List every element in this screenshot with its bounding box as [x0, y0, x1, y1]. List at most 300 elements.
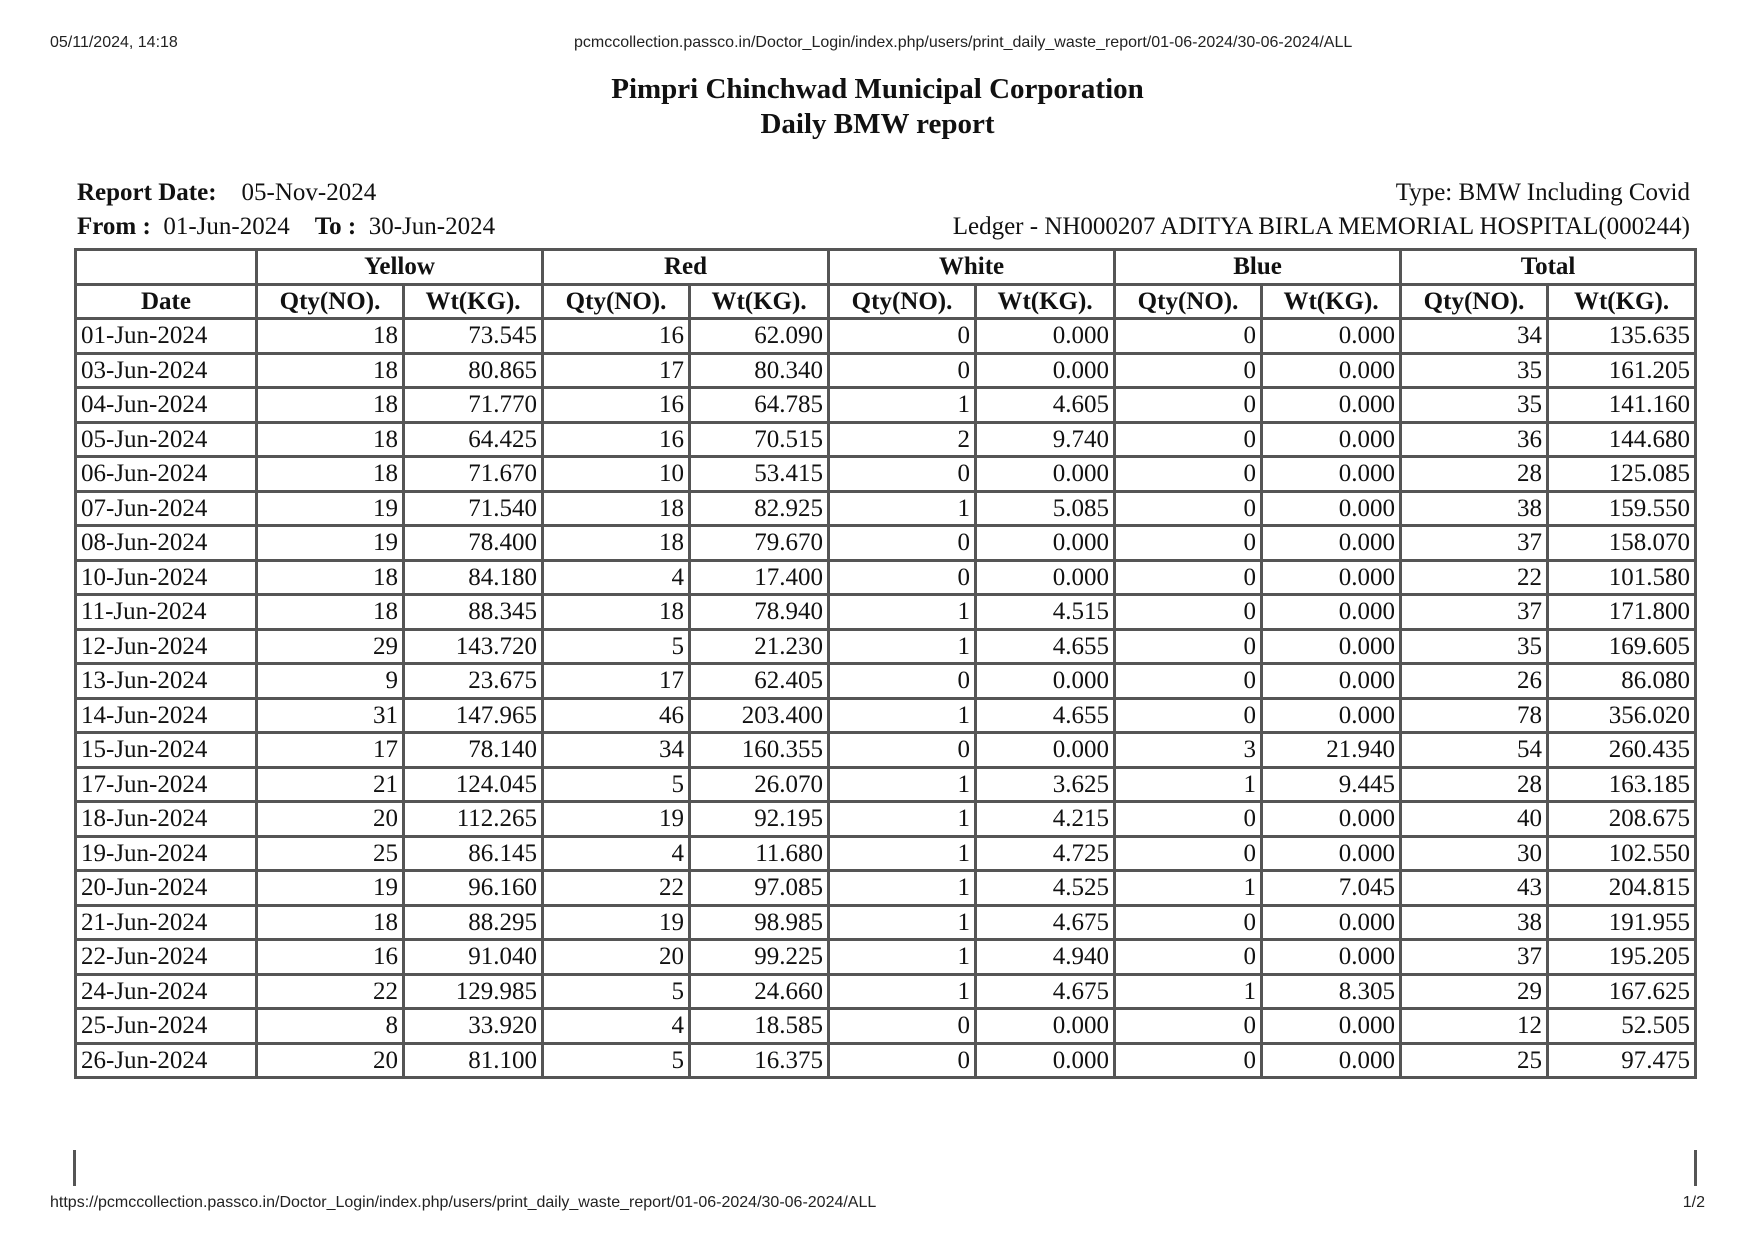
- total-wt-cell: 52.505: [1548, 1009, 1696, 1044]
- total-wt-cell: 167.625: [1548, 974, 1696, 1009]
- blue-qty-cell: 1: [1115, 767, 1262, 802]
- column-header-row: [76, 284, 1696, 319]
- yellow-qty-cell: 21: [257, 767, 404, 802]
- yellow-wt-cell: 23.675: [404, 664, 543, 699]
- total-qty-header: Qty(NO).: [1401, 284, 1548, 319]
- red-qty-cell: 19: [543, 802, 690, 837]
- white-qty-cell: 0: [829, 733, 976, 768]
- red-qty-cell: 4: [543, 560, 690, 595]
- total-wt-cell: 208.675: [1548, 802, 1696, 837]
- print-footer: [0, 1188, 1755, 1218]
- table-row: [76, 560, 1696, 595]
- table-row: [76, 457, 1696, 492]
- yellow-wt-cell: 88.345: [404, 595, 543, 630]
- yellow-wt-cell: 33.920: [404, 1009, 543, 1044]
- yellow-qty-cell: 16: [257, 940, 404, 975]
- red-qty-cell: 10: [543, 457, 690, 492]
- white-qty-cell: 1: [829, 871, 976, 906]
- group-header-blue: Blue: [1115, 250, 1401, 285]
- yellow-wt-cell: 124.045: [404, 767, 543, 802]
- total-wt-cell: 101.580: [1548, 560, 1696, 595]
- total-wt-cell: 169.605: [1548, 629, 1696, 664]
- red-qty-cell: 17: [543, 353, 690, 388]
- yellow-qty-cell: 9: [257, 664, 404, 699]
- white-qty-cell: 1: [829, 940, 976, 975]
- red-qty-cell: 5: [543, 629, 690, 664]
- print-timestamp: 05/11/2024, 14:18: [50, 34, 178, 51]
- white-wt-cell: 4.675: [976, 905, 1115, 940]
- red-wt-cell: 78.940: [690, 595, 829, 630]
- blue-wt-cell: 0.000: [1262, 491, 1401, 526]
- total-wt-cell: 163.185: [1548, 767, 1696, 802]
- date-cell: 22-Jun-2024: [76, 940, 257, 975]
- table-row: [76, 905, 1696, 940]
- ledger-info: Ledger - NH000207 ADITYA BIRLA MEMORIAL HOSPITAL(000244): [952, 213, 1690, 240]
- table-row: [76, 940, 1696, 975]
- yellow-wt-cell: 129.985: [404, 974, 543, 1009]
- white-qty-cell: 0: [829, 1009, 976, 1044]
- white-wt-cell: 4.215: [976, 802, 1115, 837]
- yellow-qty-cell: 18: [257, 319, 404, 354]
- total-wt-cell: 102.550: [1548, 836, 1696, 871]
- red-wt-cell: 99.225: [690, 940, 829, 975]
- blue-qty-header: Qty(NO).: [1115, 284, 1262, 319]
- white-wt-header: Wt(KG).: [976, 284, 1115, 319]
- white-wt-cell: 0.000: [976, 1043, 1115, 1078]
- blue-qty-cell: 0: [1115, 595, 1262, 630]
- white-wt-cell: 3.625: [976, 767, 1115, 802]
- total-qty-cell: 26: [1401, 664, 1548, 699]
- total-qty-cell: 28: [1401, 767, 1548, 802]
- white-wt-cell: 0.000: [976, 664, 1115, 699]
- blue-qty-cell: 0: [1115, 491, 1262, 526]
- yellow-qty-cell: 29: [257, 629, 404, 664]
- total-wt-cell: 135.635: [1548, 319, 1696, 354]
- red-qty-cell: 16: [543, 422, 690, 457]
- yellow-wt-cell: 71.670: [404, 457, 543, 492]
- white-qty-cell: 1: [829, 836, 976, 871]
- blue-wt-cell: 0.000: [1262, 457, 1401, 492]
- report-type: Type: BMW Including Covid: [1395, 179, 1690, 206]
- to-label: To :: [314, 213, 357, 240]
- red-wt-cell: 18.585: [690, 1009, 829, 1044]
- blue-wt-cell: 0.000: [1262, 802, 1401, 837]
- from-date: 01-Jun-2024: [163, 213, 290, 240]
- total-qty-cell: 35: [1401, 629, 1548, 664]
- total-wt-cell: 125.085: [1548, 457, 1696, 492]
- date-cell: 05-Jun-2024: [76, 422, 257, 457]
- red-wt-cell: 203.400: [690, 698, 829, 733]
- total-wt-cell: 86.080: [1548, 664, 1696, 699]
- red-wt-cell: 82.925: [690, 491, 829, 526]
- total-qty-cell: 43: [1401, 871, 1548, 906]
- yellow-wt-cell: 86.145: [404, 836, 543, 871]
- table-continuation: [73, 1150, 1697, 1186]
- total-qty-cell: 30: [1401, 836, 1548, 871]
- report-title-block: [0, 72, 1755, 142]
- total-wt-header: Wt(KG).: [1548, 284, 1696, 319]
- date-cell: 14-Jun-2024: [76, 698, 257, 733]
- white-wt-cell: 0.000: [976, 353, 1115, 388]
- yellow-qty-header: Qty(NO).: [257, 284, 404, 319]
- white-wt-cell: 9.740: [976, 422, 1115, 457]
- white-qty-cell: 0: [829, 353, 976, 388]
- print-footer-url: https://pcmccollection.passco.in/Doctor_Login/index.php/users/print_daily_waste_report/01-06-2024/30-06-2024/ALL: [50, 1194, 877, 1211]
- red-wt-cell: 160.355: [690, 733, 829, 768]
- total-wt-cell: 97.475: [1548, 1043, 1696, 1078]
- blue-wt-cell: 0.000: [1262, 836, 1401, 871]
- white-qty-cell: 1: [829, 698, 976, 733]
- yellow-qty-cell: 31: [257, 698, 404, 733]
- red-qty-cell: 5: [543, 1043, 690, 1078]
- yellow-wt-cell: 91.040: [404, 940, 543, 975]
- red-qty-cell: 22: [543, 871, 690, 906]
- blue-qty-cell: 1: [1115, 974, 1262, 1009]
- white-wt-cell: 4.515: [976, 595, 1115, 630]
- blue-wt-cell: 0.000: [1262, 388, 1401, 423]
- table-row: [76, 733, 1696, 768]
- date-cell: 11-Jun-2024: [76, 595, 257, 630]
- table-row: [76, 353, 1696, 388]
- red-wt-cell: 98.985: [690, 905, 829, 940]
- total-wt-cell: 141.160: [1548, 388, 1696, 423]
- blue-qty-cell: 0: [1115, 353, 1262, 388]
- yellow-wt-cell: 84.180: [404, 560, 543, 595]
- white-qty-cell: 1: [829, 905, 976, 940]
- blue-qty-cell: 0: [1115, 802, 1262, 837]
- blue-qty-cell: 0: [1115, 457, 1262, 492]
- blue-qty-cell: 3: [1115, 733, 1262, 768]
- date-header: Date: [76, 284, 257, 319]
- table-row: [76, 526, 1696, 561]
- red-wt-header: Wt(KG).: [690, 284, 829, 319]
- table-row: [76, 319, 1696, 354]
- red-wt-cell: 17.400: [690, 560, 829, 595]
- white-qty-header: Qty(NO).: [829, 284, 976, 319]
- table-row: [76, 767, 1696, 802]
- date-cell: 15-Jun-2024: [76, 733, 257, 768]
- date-cell: 03-Jun-2024: [76, 353, 257, 388]
- print-header-url: pcmccollection.passco.in/Doctor_Login/index.php/users/print_daily_waste_report/01-06-2024/30-06-2024/ALL: [574, 34, 1353, 51]
- red-wt-cell: 26.070: [690, 767, 829, 802]
- white-wt-cell: 0.000: [976, 560, 1115, 595]
- white-wt-cell: 4.605: [976, 388, 1115, 423]
- total-wt-cell: 161.205: [1548, 353, 1696, 388]
- report-body: [76, 319, 1696, 1078]
- yellow-qty-cell: 18: [257, 905, 404, 940]
- yellow-qty-cell: 22: [257, 974, 404, 1009]
- total-wt-cell: 191.955: [1548, 905, 1696, 940]
- white-qty-cell: 1: [829, 802, 976, 837]
- date-cell: 06-Jun-2024: [76, 457, 257, 492]
- blue-qty-cell: 0: [1115, 388, 1262, 423]
- red-wt-cell: 97.085: [690, 871, 829, 906]
- date-cell: 26-Jun-2024: [76, 1043, 257, 1078]
- white-wt-cell: 0.000: [976, 319, 1115, 354]
- blue-wt-cell: 0.000: [1262, 560, 1401, 595]
- report-title: Daily BMW report: [760, 108, 995, 140]
- date-cell: 10-Jun-2024: [76, 560, 257, 595]
- organization-title: Pimpri Chinchwad Municipal Corporation: [611, 73, 1144, 105]
- date-cell: 08-Jun-2024: [76, 526, 257, 561]
- total-wt-cell: 159.550: [1548, 491, 1696, 526]
- page-number: 1/2: [1682, 1194, 1705, 1211]
- date-cell: 25-Jun-2024: [76, 1009, 257, 1044]
- red-qty-cell: 5: [543, 974, 690, 1009]
- white-wt-cell: 0.000: [976, 526, 1115, 561]
- yellow-qty-cell: 19: [257, 871, 404, 906]
- blue-wt-cell: 0.000: [1262, 940, 1401, 975]
- red-qty-header: Qty(NO).: [543, 284, 690, 319]
- red-wt-cell: 53.415: [690, 457, 829, 492]
- blue-wt-cell: 0.000: [1262, 595, 1401, 630]
- total-qty-cell: 37: [1401, 940, 1548, 975]
- white-wt-cell: 4.940: [976, 940, 1115, 975]
- total-qty-cell: 40: [1401, 802, 1548, 837]
- report-date-label: Report Date:: [77, 179, 217, 206]
- red-wt-cell: 21.230: [690, 629, 829, 664]
- red-qty-cell: 18: [543, 595, 690, 630]
- table-row: [76, 491, 1696, 526]
- white-wt-cell: 0.000: [976, 1009, 1115, 1044]
- blue-wt-cell: 0.000: [1262, 353, 1401, 388]
- yellow-wt-cell: 71.770: [404, 388, 543, 423]
- blue-wt-cell: 7.045: [1262, 871, 1401, 906]
- total-wt-cell: 171.800: [1548, 595, 1696, 630]
- blue-wt-cell: 9.445: [1262, 767, 1401, 802]
- total-qty-cell: 78: [1401, 698, 1548, 733]
- table-row: [76, 629, 1696, 664]
- white-qty-cell: 1: [829, 974, 976, 1009]
- red-wt-cell: 16.375: [690, 1043, 829, 1078]
- date-cell: 13-Jun-2024: [76, 664, 257, 699]
- white-qty-cell: 1: [829, 388, 976, 423]
- waste-report-table: [74, 248, 1697, 1079]
- blue-wt-cell: 0.000: [1262, 1009, 1401, 1044]
- red-wt-cell: 80.340: [690, 353, 829, 388]
- table-row: [76, 974, 1696, 1009]
- total-qty-cell: 35: [1401, 353, 1548, 388]
- blue-wt-cell: 0.000: [1262, 905, 1401, 940]
- yellow-qty-cell: 20: [257, 802, 404, 837]
- white-qty-cell: 0: [829, 1043, 976, 1078]
- total-qty-cell: 22: [1401, 560, 1548, 595]
- red-wt-cell: 70.515: [690, 422, 829, 457]
- table-row: [76, 595, 1696, 630]
- blue-qty-cell: 0: [1115, 319, 1262, 354]
- yellow-wt-cell: 96.160: [404, 871, 543, 906]
- red-qty-cell: 5: [543, 767, 690, 802]
- red-qty-cell: 17: [543, 664, 690, 699]
- from-label: From :: [77, 213, 151, 240]
- yellow-wt-cell: 81.100: [404, 1043, 543, 1078]
- yellow-qty-cell: 19: [257, 526, 404, 561]
- white-qty-cell: 0: [829, 457, 976, 492]
- table-row: [76, 664, 1696, 699]
- table-row: [76, 802, 1696, 837]
- red-qty-cell: 4: [543, 1009, 690, 1044]
- blue-qty-cell: 0: [1115, 664, 1262, 699]
- blue-qty-cell: 1: [1115, 871, 1262, 906]
- table-row: [76, 422, 1696, 457]
- total-qty-cell: 36: [1401, 422, 1548, 457]
- white-qty-cell: 1: [829, 629, 976, 664]
- white-wt-cell: 5.085: [976, 491, 1115, 526]
- yellow-wt-cell: 80.865: [404, 353, 543, 388]
- yellow-wt-cell: 88.295: [404, 905, 543, 940]
- white-wt-cell: 4.655: [976, 629, 1115, 664]
- yellow-qty-cell: 18: [257, 595, 404, 630]
- red-qty-cell: 19: [543, 905, 690, 940]
- red-wt-cell: 92.195: [690, 802, 829, 837]
- blue-wt-cell: 21.940: [1262, 733, 1401, 768]
- group-header-white: White: [829, 250, 1115, 285]
- table-row: [76, 1043, 1696, 1078]
- yellow-wt-cell: 73.545: [404, 319, 543, 354]
- blue-qty-cell: 0: [1115, 698, 1262, 733]
- yellow-wt-cell: 147.965: [404, 698, 543, 733]
- total-wt-cell: 260.435: [1548, 733, 1696, 768]
- table-row: [76, 871, 1696, 906]
- total-qty-cell: 12: [1401, 1009, 1548, 1044]
- total-wt-cell: 204.815: [1548, 871, 1696, 906]
- yellow-qty-cell: 18: [257, 422, 404, 457]
- total-wt-cell: 158.070: [1548, 526, 1696, 561]
- yellow-qty-cell: 20: [257, 1043, 404, 1078]
- date-cell: 04-Jun-2024: [76, 388, 257, 423]
- group-header-row: [76, 250, 1696, 285]
- date-cell: 18-Jun-2024: [76, 802, 257, 837]
- blue-wt-cell: 0.000: [1262, 422, 1401, 457]
- red-wt-cell: 64.785: [690, 388, 829, 423]
- white-wt-cell: 4.655: [976, 698, 1115, 733]
- blue-qty-cell: 0: [1115, 940, 1262, 975]
- date-cell: 07-Jun-2024: [76, 491, 257, 526]
- yellow-wt-cell: 143.720: [404, 629, 543, 664]
- yellow-qty-cell: 25: [257, 836, 404, 871]
- report-date-value: 05-Nov-2024: [241, 179, 377, 206]
- yellow-wt-cell: 64.425: [404, 422, 543, 457]
- yellow-wt-header: Wt(KG).: [404, 284, 543, 319]
- blue-wt-cell: 8.305: [1262, 974, 1401, 1009]
- blue-wt-cell: 0.000: [1262, 526, 1401, 561]
- red-qty-cell: 18: [543, 526, 690, 561]
- white-qty-cell: 2: [829, 422, 976, 457]
- total-qty-cell: 35: [1401, 388, 1548, 423]
- red-qty-cell: 34: [543, 733, 690, 768]
- yellow-qty-cell: 18: [257, 353, 404, 388]
- white-wt-cell: 0.000: [976, 457, 1115, 492]
- blue-wt-cell: 0.000: [1262, 319, 1401, 354]
- blue-qty-cell: 0: [1115, 1009, 1262, 1044]
- total-wt-cell: 356.020: [1548, 698, 1696, 733]
- white-qty-cell: 0: [829, 526, 976, 561]
- yellow-wt-cell: 78.400: [404, 526, 543, 561]
- date-cell: 20-Jun-2024: [76, 871, 257, 906]
- white-wt-cell: 0.000: [976, 733, 1115, 768]
- table-row: [76, 698, 1696, 733]
- white-qty-cell: 1: [829, 767, 976, 802]
- total-wt-cell: 144.680: [1548, 422, 1696, 457]
- red-qty-cell: 4: [543, 836, 690, 871]
- yellow-wt-cell: 112.265: [404, 802, 543, 837]
- blue-qty-cell: 0: [1115, 422, 1262, 457]
- red-wt-cell: 79.670: [690, 526, 829, 561]
- total-qty-cell: 54: [1401, 733, 1548, 768]
- white-wt-cell: 4.725: [976, 836, 1115, 871]
- table-row: [76, 836, 1696, 871]
- date-cell: 01-Jun-2024: [76, 319, 257, 354]
- red-wt-cell: 24.660: [690, 974, 829, 1009]
- table-row: [76, 1009, 1696, 1044]
- white-wt-cell: 4.525: [976, 871, 1115, 906]
- white-qty-cell: 0: [829, 319, 976, 354]
- blue-qty-cell: 0: [1115, 629, 1262, 664]
- white-wt-cell: 4.675: [976, 974, 1115, 1009]
- meta-row-report-date: [77, 176, 1690, 210]
- group-header-red: Red: [543, 250, 829, 285]
- total-qty-cell: 25: [1401, 1043, 1548, 1078]
- table-row: [76, 388, 1696, 423]
- date-cell: 17-Jun-2024: [76, 767, 257, 802]
- red-qty-cell: 16: [543, 388, 690, 423]
- white-qty-cell: 1: [829, 595, 976, 630]
- red-qty-cell: 46: [543, 698, 690, 733]
- blue-wt-cell: 0.000: [1262, 698, 1401, 733]
- yellow-qty-cell: 18: [257, 388, 404, 423]
- total-qty-cell: 37: [1401, 595, 1548, 630]
- yellow-qty-cell: 19: [257, 491, 404, 526]
- yellow-qty-cell: 18: [257, 560, 404, 595]
- red-qty-cell: 20: [543, 940, 690, 975]
- date-cell: 24-Jun-2024: [76, 974, 257, 1009]
- total-qty-cell: 37: [1401, 526, 1548, 561]
- white-qty-cell: 0: [829, 664, 976, 699]
- to-date: 30-Jun-2024: [368, 213, 496, 240]
- blue-wt-header: Wt(KG).: [1262, 284, 1401, 319]
- red-qty-cell: 16: [543, 319, 690, 354]
- blue-wt-cell: 0.000: [1262, 1043, 1401, 1078]
- total-qty-cell: 29: [1401, 974, 1548, 1009]
- total-wt-cell: 195.205: [1548, 940, 1696, 975]
- blue-wt-cell: 0.000: [1262, 629, 1401, 664]
- total-qty-cell: 38: [1401, 491, 1548, 526]
- blue-qty-cell: 0: [1115, 526, 1262, 561]
- red-wt-cell: 11.680: [690, 836, 829, 871]
- total-qty-cell: 38: [1401, 905, 1548, 940]
- group-header-total: Total: [1401, 250, 1696, 285]
- white-qty-cell: 0: [829, 560, 976, 595]
- yellow-qty-cell: 17: [257, 733, 404, 768]
- meta-row-range: [77, 210, 1690, 244]
- date-cell: 12-Jun-2024: [76, 629, 257, 664]
- total-qty-cell: 34: [1401, 319, 1548, 354]
- blue-qty-cell: 0: [1115, 1043, 1262, 1078]
- yellow-qty-cell: 18: [257, 457, 404, 492]
- total-qty-cell: 28: [1401, 457, 1548, 492]
- date-cell: 21-Jun-2024: [76, 905, 257, 940]
- blue-wt-cell: 0.000: [1262, 664, 1401, 699]
- red-wt-cell: 62.090: [690, 319, 829, 354]
- blank-header-cell: [76, 250, 257, 285]
- white-qty-cell: 1: [829, 491, 976, 526]
- blue-qty-cell: 0: [1115, 836, 1262, 871]
- red-wt-cell: 62.405: [690, 664, 829, 699]
- red-qty-cell: 18: [543, 491, 690, 526]
- blue-qty-cell: 0: [1115, 905, 1262, 940]
- group-header-yellow: Yellow: [257, 250, 543, 285]
- yellow-wt-cell: 78.140: [404, 733, 543, 768]
